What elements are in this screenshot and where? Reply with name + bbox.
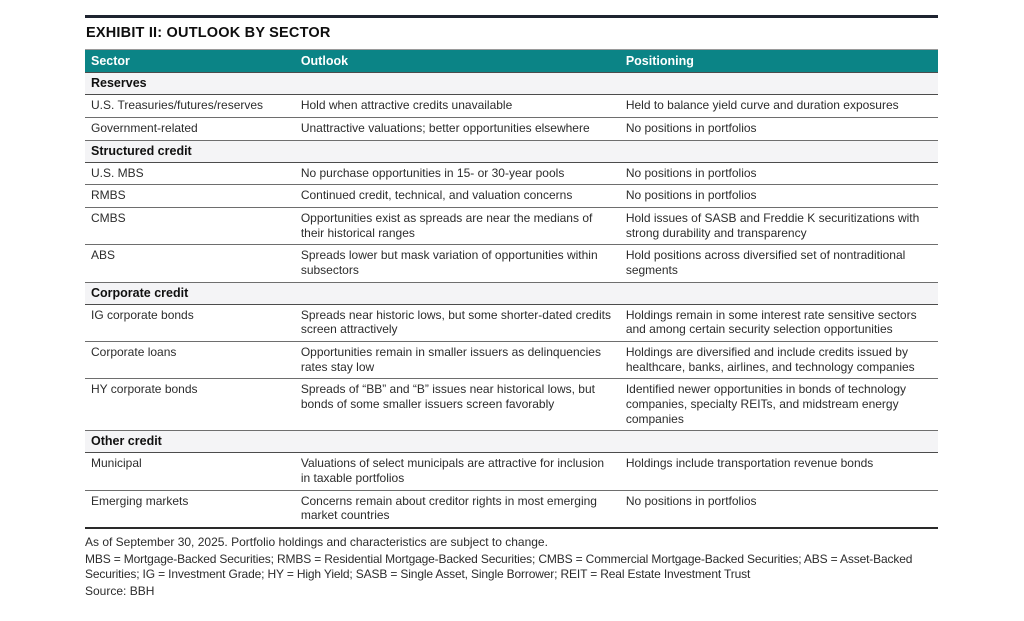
outlook-cell: Continued credit, technical, and valuation concerns: [295, 185, 620, 208]
sector-cell: RMBS: [85, 185, 295, 208]
positioning-cell: No positions in portfolios: [620, 117, 938, 140]
positioning-cell: Holdings remain in some interest rate sensitive sectors and among certain security selection opportunities: [620, 304, 938, 341]
sector-cell: Municipal: [85, 453, 295, 490]
section-row-other-credit: [85, 431, 938, 453]
table-row: [85, 117, 938, 140]
section-label: Corporate credit: [85, 282, 938, 304]
positioning-cell: Identified newer opportunities in bonds of technology companies, specialty REITs, and midstream energy companies: [620, 379, 938, 431]
footnote-abbreviations: MBS = Mortgage-Backed Securities; RMBS = Residential Mortgage-Backed Securities; CMBS = Commercial Mortgage-Backed Securities; ABS = Asset-Backed Securities; IG = Investment Grade; HY = High Yield; SASB = Single Asset, Single Borrower; REIT = Real Estate Investment Trust: [85, 551, 913, 581]
table-row: [85, 208, 938, 245]
footnotes: [85, 535, 938, 599]
sector-cell: HY corporate bonds: [85, 379, 295, 431]
table-row: [85, 490, 938, 528]
section-row-reserves: [85, 73, 938, 95]
outlook-cell: Spreads of “BB” and “B” issues near historical lows, but bonds of some smaller issuers screen favorably: [295, 379, 620, 431]
sector-cell: CMBS: [85, 208, 295, 245]
positioning-cell: No positions in portfolios: [620, 185, 938, 208]
table-row: [85, 185, 938, 208]
sector-cell: U.S. Treasuries/futures/reserves: [85, 95, 295, 118]
col-header-outlook: Outlook: [295, 50, 620, 73]
table-header-row: [85, 50, 938, 73]
footnote-source: Source: BBH: [85, 583, 155, 598]
table-row: [85, 245, 938, 282]
section-label: Other credit: [85, 431, 938, 453]
outlook-table: [85, 49, 938, 529]
sector-cell: Corporate loans: [85, 342, 295, 379]
outlook-cell: Opportunities remain in smaller issuers as delinquencies rates stay low: [295, 342, 620, 379]
footnote-asof: As of September 30, 2025. Portfolio holdings and characteristics are subject to change.: [85, 534, 548, 549]
exhibit-container: [85, 15, 938, 601]
table-row: [85, 304, 938, 341]
exhibit-title: EXHIBIT II: OUTLOOK BY SECTOR: [86, 25, 331, 41]
sector-cell: Emerging markets: [85, 490, 295, 528]
table-row: [85, 342, 938, 379]
sector-cell: IG corporate bonds: [85, 304, 295, 341]
col-header-positioning: Positioning: [620, 50, 938, 73]
outlook-cell: Valuations of select municipals are attractive for inclusion in taxable portfolios: [295, 453, 620, 490]
outlook-cell: No purchase opportunities in 15- or 30-year pools: [295, 162, 620, 185]
positioning-cell: Hold positions across diversified set of nontraditional segments: [620, 245, 938, 282]
table-row: [85, 162, 938, 185]
sector-cell: ABS: [85, 245, 295, 282]
positioning-cell: Holdings include transportation revenue bonds: [620, 453, 938, 490]
section-row-structured-credit: [85, 140, 938, 162]
outlook-cell: Spreads lower but mask variation of opportunities within subsectors: [295, 245, 620, 282]
positioning-cell: No positions in portfolios: [620, 162, 938, 185]
table-row: [85, 95, 938, 118]
section-label: Reserves: [85, 73, 938, 95]
section-label: Structured credit: [85, 140, 938, 162]
outlook-cell: Spreads near historic lows, but some shorter-dated credits screen attractively: [295, 304, 620, 341]
table-row: [85, 453, 938, 490]
outlook-cell: Hold when attractive credits unavailable: [295, 95, 620, 118]
sector-cell: U.S. MBS: [85, 162, 295, 185]
outlook-cell: Unattractive valuations; better opportunities elsewhere: [295, 117, 620, 140]
positioning-cell: Held to balance yield curve and duration exposures: [620, 95, 938, 118]
top-rule: [85, 15, 938, 18]
positioning-cell: Holdings are diversified and include credits issued by healthcare, banks, airlines, and technology companies: [620, 342, 938, 379]
col-header-sector: Sector: [85, 50, 295, 73]
positioning-cell: Hold issues of SASB and Freddie K securitizations with strong durability and transparency: [620, 208, 938, 245]
outlook-cell: Opportunities exist as spreads are near the medians of their historical ranges: [295, 208, 620, 245]
sector-cell: Government-related: [85, 117, 295, 140]
section-row-corporate-credit: [85, 282, 938, 304]
table-row: [85, 379, 938, 431]
positioning-cell: No positions in portfolios: [620, 490, 938, 528]
outlook-cell: Concerns remain about creditor rights in most emerging market countries: [295, 490, 620, 528]
